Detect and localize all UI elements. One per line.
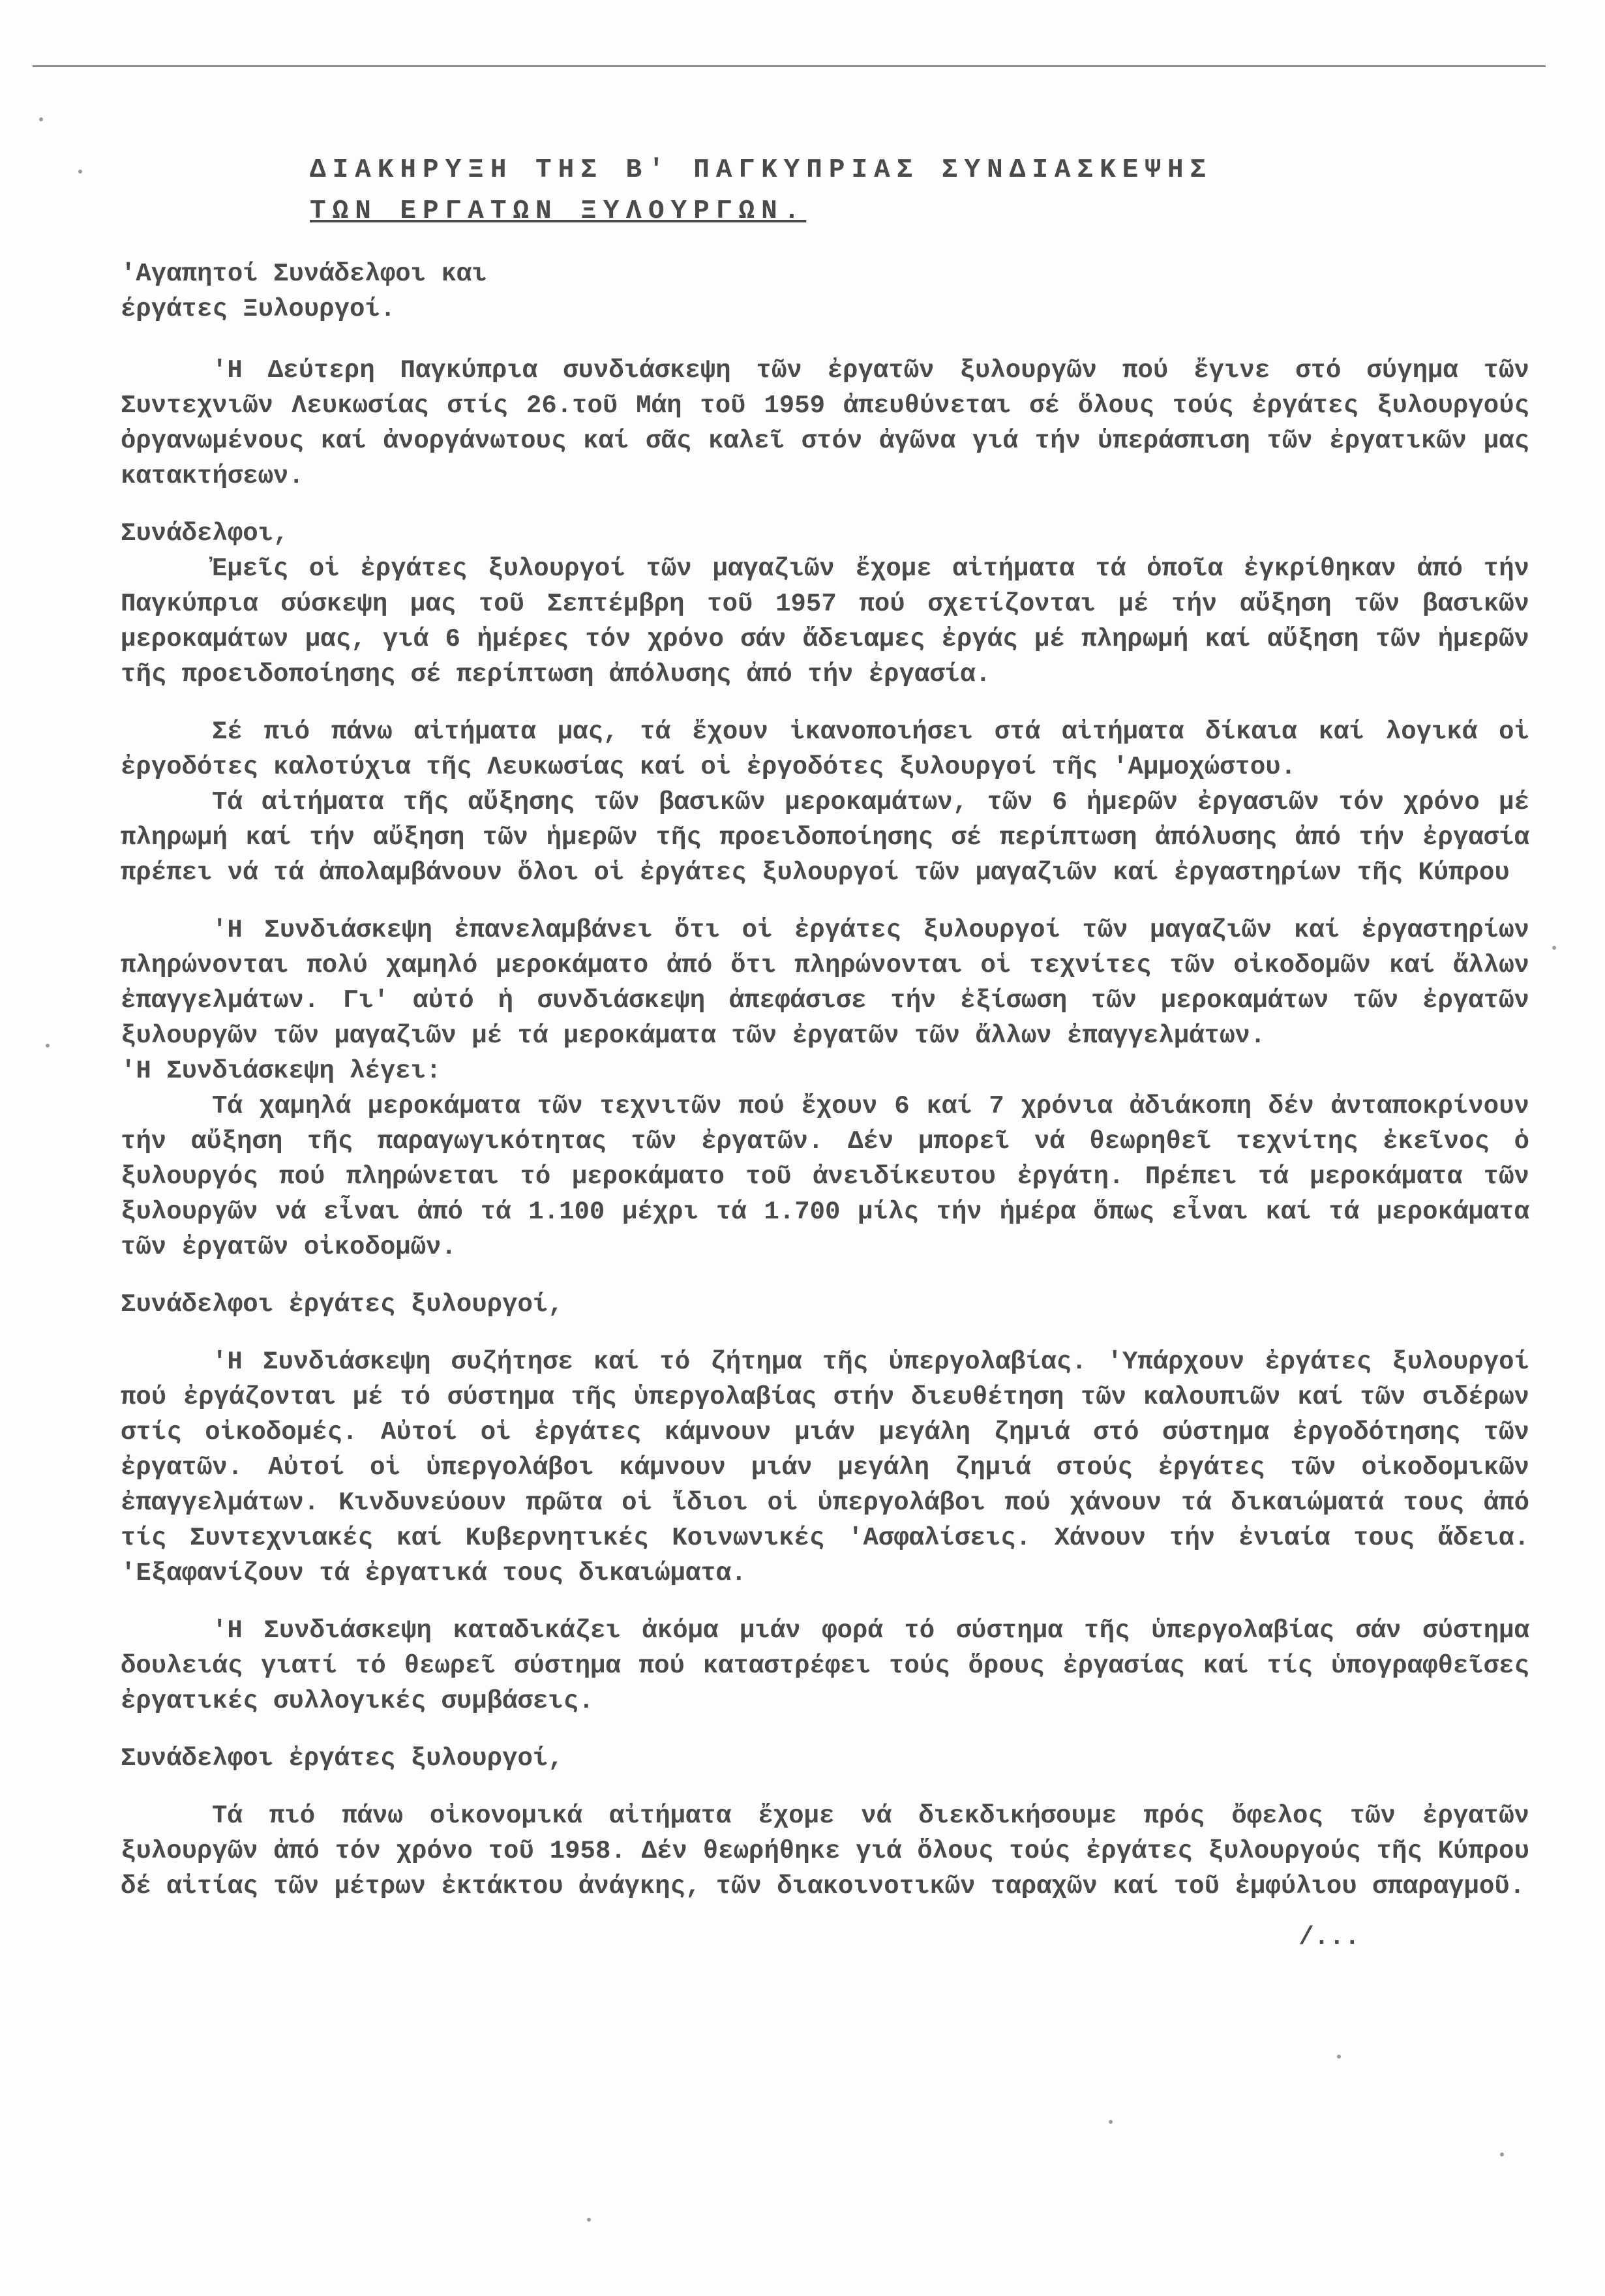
paragraph-9-heading: Συνάδελφοι ἐργάτες ξυλουργοί,: [121, 1744, 563, 1773]
paragraph-6: Τά χαμηλά μεροκάματα τῶν τεχνιτῶν πού ἔχουν 6 καί 7 χρόνια ἀδιάκοπη δέν ἀνταποκρίνουν τήν αὔξηση τῆς παραγωγικότητας τῶν ἐργατῶν. Δέν μπορεῖ νά θεωρηθεῖ τεχνίτης ἐκεῖνος ὁ ξυλουργός πού πληρώνεται τό μεροκάματο τοῦ ἀνειδίκευτου ἐργάτη. Πρέπει τά μεροκάματα τῶν ξυλουργῶν νά εἶναι ἀπό τά 1.100 μέχρι τά 1.700 μίλς τήν ἡμέρα ὅπως εἶναι καί τά μεροκάματα τῶν ἐργατῶν οἰκοδομῶν.: [121, 1092, 1529, 1261]
scan-speck: [587, 2218, 591, 2222]
top-rule-line: [33, 65, 1546, 67]
paragraph-2-block: [121, 516, 1529, 692]
paragraph-6-heading: 'Η Συνδιάσκεψη λέγει:: [121, 1057, 442, 1085]
paragraph-2: Ἐμεῖς οἱ ἐργάτες ξυλουργοί τῶν μαγαζιῶν ἔχομε αἰτήματα τά ὁποῖα ἐγκρίθηκαν ἀπό τήν Παγκύπρια σύσκεψη μας τοῦ Σεπτέμβρη τοῦ 1957 πού σχετίζονται μέ τήν αὔξηση τῶν βασικῶν μεροκαμάτων μας, γιά 6 ἡμέρες τόν χρόνο σάν ἄδειαμες ἐργάς μέ πληρωμή καί αὔξηση τῶν ἡμερῶν τῆς προειδοποίησης σέ περίπτωση ἀπόλυσης ἀπό τήν ἐργασία.: [121, 554, 1529, 689]
document-title: ΔΙΑΚΗΡΥΞΗ ΤΗΣ Β' ΠΑΓΚΥΠΡΙΑΣ ΣΥΝΔΙΑΣΚΕΨΗΣ: [310, 155, 1213, 185]
scan-speck: [1337, 2055, 1341, 2059]
scan-speck: [39, 117, 43, 121]
scan-speck: [1500, 2152, 1504, 2156]
paragraph-7-heading: Συνάδελφοι ἐργάτες ξυλουργοί,: [121, 1290, 563, 1319]
document-subtitle: ΤΩΝ ΕΡΓΑΤΩΝ ΞΥΛΟΥΡΓΩΝ.: [310, 196, 807, 226]
salutation: [121, 256, 1529, 327]
paragraph-5-block: [121, 913, 1529, 1265]
paragraph-8: 'Η Συνδιάσκεψη καταδικάζει ἀκόμα μιάν φορά τό σύστημα τῆς ὑπεργολαβίας σάν σύστημα δουλειάς γιατί τό θεωρεῖ σύστημα πού καταστρέφει τούς ὅρους ἐργασίας καί τίς ὑπογραφθεῖσες ἐργατικές συλλογικές συμβάσεις.: [121, 1616, 1529, 1715]
scan-speck: [46, 1044, 50, 1048]
paragraph-3-block: [121, 714, 1529, 890]
paragraph-4: Τά αἰτήματα τῆς αὔξησης τῶν βασικῶν μεροκαμάτων, τῶν 6 ἡμερῶν ἐργασιῶν τόν χρόνο μέ πληρωμή καί τήν αὔξηση τῶν ἡμερῶν τῆς προειδοποίησης σέ περίπτωση ἀπόλυσης ἀπό τήν ἐργασία πρέπει νά τά ἀπολαμβάνουν ὅλοι οἱ ἐργάτες ξυλουργοί τῶν μαγαζιῶν καί ἐργαστηρίων τῆς Κύπρου: [121, 788, 1529, 887]
scan-speck: [1552, 946, 1556, 950]
paragraph-1: 'Η Δεύτερη Παγκύπρια συνδιάσκεψη τῶν ἐργατῶν ξυλουργῶν πού ἔγινε στό σύγημα τῶν Συντεχνιῶν Λευκωσίας στίς 26.τοῦ Μάη τοῦ 1959 ἀπευθύνεται σέ ὅλους τούς ἐργάτες ξυλουργούς ὀργανωμένους καί ἀνοργάνωτους καί σᾶς καλεῖ στόν ἀγῶνα γιά τήν ὑπεράσπιση τῶν ἐργατικῶν μας κατακτήσεων.: [121, 356, 1529, 491]
paragraph-7: 'Η Συνδιάσκεψη συζήτησε καί τό ζήτημα τῆς ὑπεργολαβίας. 'Υπάρχουν ἐργάτες ξυλουργοί πού ἐργάζονται μέ τό σύστημα τῆς ὑπεργολαβίας στήν διευθέτηση τῶν καλουπιῶν καί τῶν σιδέρων στίς οἰκοδομές. Αὐτοί οἱ ἐργάτες κάμνουν μιάν μεγάλη ζημιά στό σύστημα ἐργοδότησης τῶν ἐργατῶν. Αὐτοί οἱ ὑπεργολάβοι κάμνουν μιάν μεγάλη ζημιά στούς ἐργάτες τῶν οἰκοδομικῶν ἐπαγγελμάτων. Κινδυνεύουν πρῶτα οἱ ἴδιοι οἱ ὑπεργολάβοι πού χάνουν τά δικαιώματά τους ἀπό τίς Συντεχνιακές καί Κυβερνητικές Κοινωνικές 'Ασφαλίσεις. Χάνουν τήν ἐνιαία τους ἄδεια. 'Εξαφανίζουν τά ἐργατικά τους δικαιώματα.: [121, 1348, 1529, 1588]
document-body: [121, 147, 1529, 1955]
paragraph-9: Τά πιό πάνω οἰκονομικά αἰτήματα ἔχομε νά διεκδικήσουμε πρός ὄφελος τῶν ἐργατῶν ξυλουργῶν ἀπό τόν χρόνο τοῦ 1958. Δέν θεωρήθηκε γιά ὅλους τούς ἐργάτες ξυλουργούς τῆς Κύπρου δέ αἰτίας τῶν μέτρων ἐκτάκτου ἀνάγκης, τῶν διακοινοτικῶν ταραχῶν καί τοῦ ἐμφύλιου σπαραγμοῦ.: [121, 1802, 1529, 1901]
scan-speck: [1109, 2120, 1113, 2124]
paragraph-5: 'Η Συνδιάσκεψη ἐπανελαμβάνει ὅτι οἱ ἐργάτες ξυλουργοί τῶν μαγαζιῶν καί ἐργαστηρίων πληρώνονται πολύ χαμηλό μεροκάματο ἀπό ὅτι πληρώνονται οἱ τεχνίτες τῶν οἰκοδομῶν καί ἄλλων ἐπαγγελμάτων. Γι' αὐτό ἡ συνδιάσκεψη ἀπεφάσισε τήν ἐξίσωση τῶν μεροκαμάτων τῶν ἐργατῶν ξυλουργῶν τῶν μαγαζιῶν μέ τά μεροκάματα τῶν ἐργατῶν τῶν ἄλλων ἐπαγγελμάτων.: [121, 916, 1529, 1050]
salutation-line-1: 'Αγαπητοί Συνάδελφοι και: [121, 260, 487, 288]
salutation-line-2: έργάτες Ξυλουργοί.: [121, 295, 396, 324]
paragraph-3: Σέ πιό πάνω αἰτήματα μας, τά ἔχουν ἱκανοποιήσει στά αἰτήματα δίκαια καί λογικά οἱ ἐργοδότες καλοτύχια τῆς Λευκωσίας καί οἱ ἐργοδότες ξυλουργοί τῆς 'Αμμοχώστου.: [121, 718, 1529, 781]
scan-speck: [78, 170, 82, 174]
continuation-marker: /...: [1298, 1923, 1360, 1952]
paragraph-2-heading: Συνάδελφοι,: [121, 519, 289, 548]
